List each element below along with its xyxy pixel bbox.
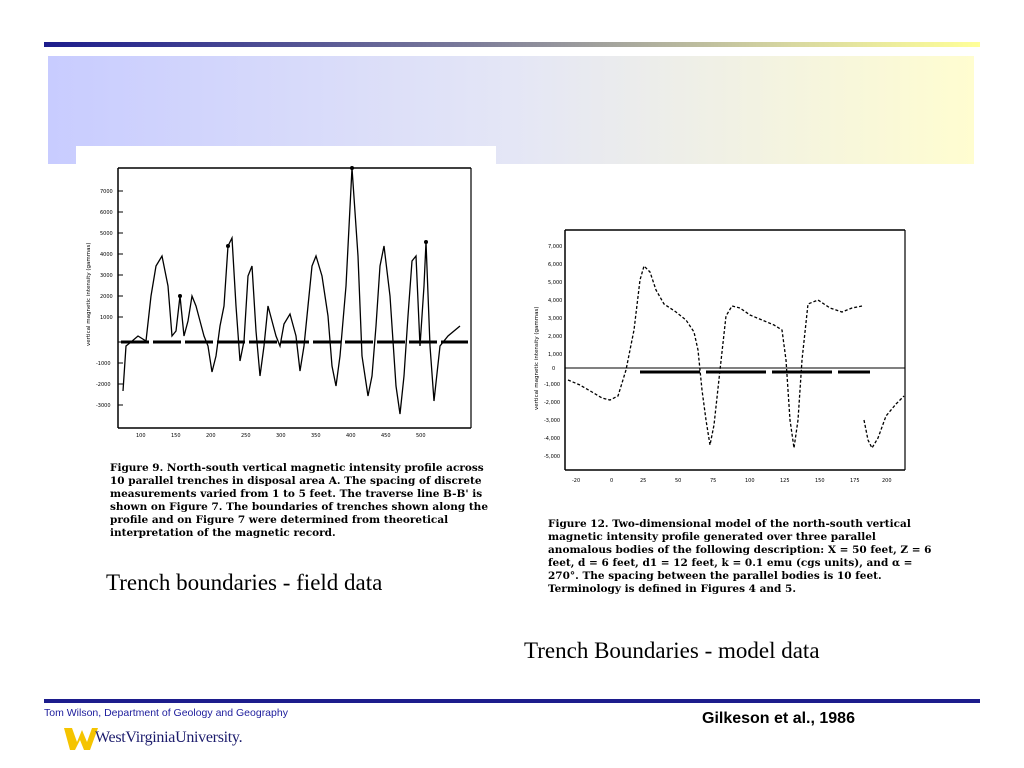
model-data-label: Trench Boundaries - model data <box>524 638 820 663</box>
svg-text:4000: 4000 <box>100 252 113 258</box>
svg-text:5,000: 5,000 <box>548 280 563 286</box>
svg-text:vertical magnetic intensity (g: vertical magnetic intensity (gammas) <box>86 242 92 346</box>
svg-text:350: 350 <box>311 433 321 439</box>
svg-text:0: 0 <box>610 478 614 484</box>
svg-text:0: 0 <box>552 366 556 372</box>
svg-text:25: 25 <box>640 478 647 484</box>
svg-text:-2000: -2000 <box>96 382 111 388</box>
svg-text:150: 150 <box>171 433 181 439</box>
svg-text:-4,000: -4,000 <box>544 436 561 442</box>
svg-text:150: 150 <box>815 478 825 484</box>
svg-text:450: 450 <box>381 433 391 439</box>
svg-text:500: 500 <box>416 433 426 439</box>
model-data-caption: Figure 12. Two-dimensional model of the north-south vertical magnetic intensity profile generated over three parallel anomalous bodies of the following description: X = 50 feet, Z = 6 feet, d = 6 feet, d1 = 12 feet, k = 0.1 emu (cgs units), and α = 270°. The spacing between the parallel bodies is 10 feet. Terminology is defined in Figures 4 and 5. <box>548 518 932 595</box>
svg-text:6,000: 6,000 <box>548 262 563 268</box>
svg-text:75: 75 <box>710 478 717 484</box>
footer-citation: Gilkeson et al., 1986 <box>702 710 855 727</box>
svg-text:200: 200 <box>882 478 892 484</box>
svg-text:3,000: 3,000 <box>548 316 563 322</box>
svg-text:1000: 1000 <box>100 315 113 321</box>
svg-text:vertical magnetic intensity (g: vertical magnetic intensity (gammas) <box>534 306 540 410</box>
svg-text:6000: 6000 <box>100 210 113 216</box>
svg-text:300: 300 <box>276 433 286 439</box>
svg-text:-2,000: -2,000 <box>544 400 561 406</box>
svg-text:7000: 7000 <box>100 189 113 195</box>
bottom-rule <box>44 699 980 703</box>
svg-text:-3,000: -3,000 <box>544 418 561 424</box>
svg-text:250: 250 <box>241 433 251 439</box>
field-data-figure <box>76 146 496 576</box>
svg-text:5000: 5000 <box>100 231 113 237</box>
field-data-plot <box>76 146 496 456</box>
svg-text:400: 400 <box>346 433 356 439</box>
svg-text:-5,000: -5,000 <box>544 454 561 460</box>
svg-text:175: 175 <box>850 478 860 484</box>
svg-text:100: 100 <box>745 478 755 484</box>
wvu-logo-text: WestVirginiaUniversity. <box>95 729 243 746</box>
field-data-label: Trench boundaries - field data <box>106 570 383 595</box>
svg-text:7,000: 7,000 <box>548 244 563 250</box>
svg-text:4,000: 4,000 <box>548 298 563 304</box>
svg-text:125: 125 <box>780 478 790 484</box>
footer-author: Tom Wilson, Department of Geology and Geography <box>44 707 288 719</box>
svg-text:2000: 2000 <box>100 294 113 300</box>
svg-text:3000: 3000 <box>100 273 113 279</box>
svg-text:-1,000: -1,000 <box>544 382 561 388</box>
svg-text:100: 100 <box>136 433 146 439</box>
field-data-caption: Figure 9. North-south vertical magnetic intensity profile across 10 parallel trenches in disposal area A. The spacing of discrete measurements varied from 1 to 5 feet. The traverse line B-B' is shown on Figure 7. The boundaries of trenches shown along the profile and on Figure 7 were determined from theoretical interpretation of the magnetic record. <box>110 462 488 539</box>
top-rule <box>44 42 980 47</box>
svg-text:-1000: -1000 <box>96 361 111 367</box>
svg-text:50: 50 <box>675 478 682 484</box>
model-data-plot <box>530 220 920 500</box>
svg-text:1,000: 1,000 <box>548 352 563 358</box>
svg-text:2,000: 2,000 <box>548 334 563 340</box>
svg-text:200: 200 <box>206 433 216 439</box>
model-data-figure <box>530 220 932 630</box>
svg-text:-3000: -3000 <box>96 403 111 409</box>
svg-text:-20: -20 <box>572 478 581 484</box>
